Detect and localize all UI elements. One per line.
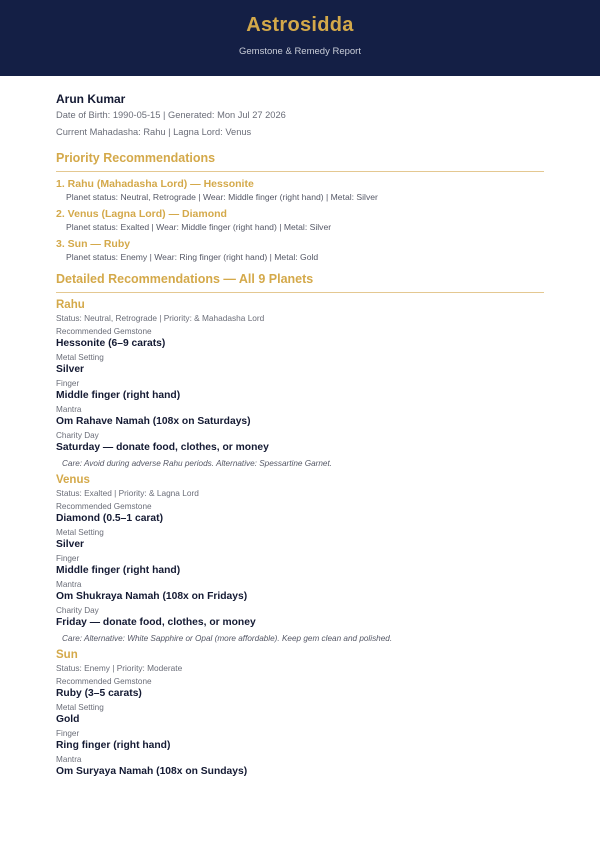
planet-status: Status: Neutral, Retrograde | Priority: & Mahadasha Lord xyxy=(56,313,265,323)
charity-value: Friday — donate food, clothes, or money xyxy=(56,617,256,628)
detailed-section-title: Detailed Recommendations — All 9 Planets xyxy=(56,272,544,293)
charity-label: Charity Day xyxy=(56,431,99,440)
priority-section-title: Priority Recommendations xyxy=(56,151,544,172)
mantra-field xyxy=(56,580,544,602)
charity-value: Saturday — donate food, clothes, or money xyxy=(56,442,269,453)
planet-name: Venus xyxy=(56,474,90,486)
gemstone-value: Ruby (3–5 carats) xyxy=(56,688,142,699)
gemstone-label: Recommended Gemstone xyxy=(56,327,152,336)
metal-label: Metal Setting xyxy=(56,703,104,712)
report-subtitle: Gemstone & Remedy Report xyxy=(239,46,361,57)
planet-status: Status: Enemy | Priority: Moderate xyxy=(56,663,183,673)
finger-field xyxy=(56,729,544,751)
client-birth-meta: Date of Birth: 1990-05-15 | Generated: Mon Jul 27 2026 xyxy=(56,110,286,120)
gemstone-value: Diamond (0.5–1 carat) xyxy=(56,513,164,524)
mantra-value: Om Rahave Namah (108x on Saturdays) xyxy=(56,416,251,427)
finger-label: Finger xyxy=(56,729,80,738)
charity-label: Charity Day xyxy=(56,606,99,615)
mantra-value: Om Suryaya Namah (108x on Sundays) xyxy=(56,766,248,777)
planet-card-rahu xyxy=(56,299,544,468)
finger-value: Middle finger (right hand) xyxy=(56,390,181,401)
priority-item-heading: 1. Rahu (Mahadasha Lord) — Hessonite xyxy=(56,178,254,190)
priority-item-detail: Planet status: Enemy | Wear: Ring finger (right hand) | Metal: Gold xyxy=(66,252,319,262)
priority-item-heading: 2. Venus (Lagna Lord) — Diamond xyxy=(56,208,227,220)
finger-label: Finger xyxy=(56,554,80,563)
metal-value: Silver xyxy=(56,364,85,375)
client-name: Arun Kumar xyxy=(56,92,126,106)
care-note: Care: Alternative: White Sapphire or Opal (more affordable). Keep gem clean and polished. xyxy=(62,634,393,643)
metal-value: Silver xyxy=(56,539,85,550)
mantra-field xyxy=(56,405,544,427)
finger-field xyxy=(56,379,544,401)
report-body xyxy=(0,92,600,777)
charity-field xyxy=(56,431,544,453)
priority-item xyxy=(56,208,544,232)
mantra-label: Mantra xyxy=(56,405,82,414)
metal-field xyxy=(56,353,544,375)
priority-item-detail: Planet status: Neutral, Retrograde | Wear: Middle finger (right hand) | Metal: Silver xyxy=(66,192,378,202)
priority-item-detail: Planet status: Exalted | Wear: Middle finger (right hand) | Metal: Silver xyxy=(66,222,332,232)
mantra-value: Om Shukraya Namah (108x on Fridays) xyxy=(56,591,248,602)
planet-card-sun xyxy=(56,649,544,777)
planet-name: Sun xyxy=(56,649,78,661)
gemstone-label: Recommended Gemstone xyxy=(56,677,152,686)
planet-name: Rahu xyxy=(56,299,85,311)
brand-title: Astrosidda xyxy=(246,14,354,36)
gemstone-field xyxy=(56,327,544,349)
gemstone-value: Hessonite (6–9 carats) xyxy=(56,338,166,349)
mantra-label: Mantra xyxy=(56,755,82,764)
priority-item xyxy=(56,178,544,202)
finger-field xyxy=(56,554,544,576)
care-note: Care: Avoid during adverse Rahu periods. Alternative: Spessartine Garnet. xyxy=(62,459,333,468)
report-header xyxy=(0,0,600,76)
client-dasha-meta: Current Mahadasha: Rahu | Lagna Lord: Venus xyxy=(56,127,252,137)
planet-card-venus xyxy=(56,474,544,643)
planet-status: Status: Exalted | Priority: & Lagna Lord xyxy=(56,488,199,498)
finger-value: Middle finger (right hand) xyxy=(56,565,181,576)
metal-label: Metal Setting xyxy=(56,528,104,537)
priority-list xyxy=(56,178,544,262)
gemstone-label: Recommended Gemstone xyxy=(56,502,152,511)
finger-value: Ring finger (right hand) xyxy=(56,740,171,751)
charity-field xyxy=(56,606,544,628)
finger-label: Finger xyxy=(56,379,80,388)
gemstone-field xyxy=(56,502,544,524)
mantra-field xyxy=(56,755,544,777)
metal-field xyxy=(56,528,544,550)
mantra-label: Mantra xyxy=(56,580,82,589)
gemstone-field xyxy=(56,677,544,699)
priority-item-heading: 3. Sun — Ruby xyxy=(56,238,131,250)
metal-label: Metal Setting xyxy=(56,353,104,362)
metal-field xyxy=(56,703,544,725)
metal-value: Gold xyxy=(56,714,80,725)
priority-item xyxy=(56,238,544,262)
